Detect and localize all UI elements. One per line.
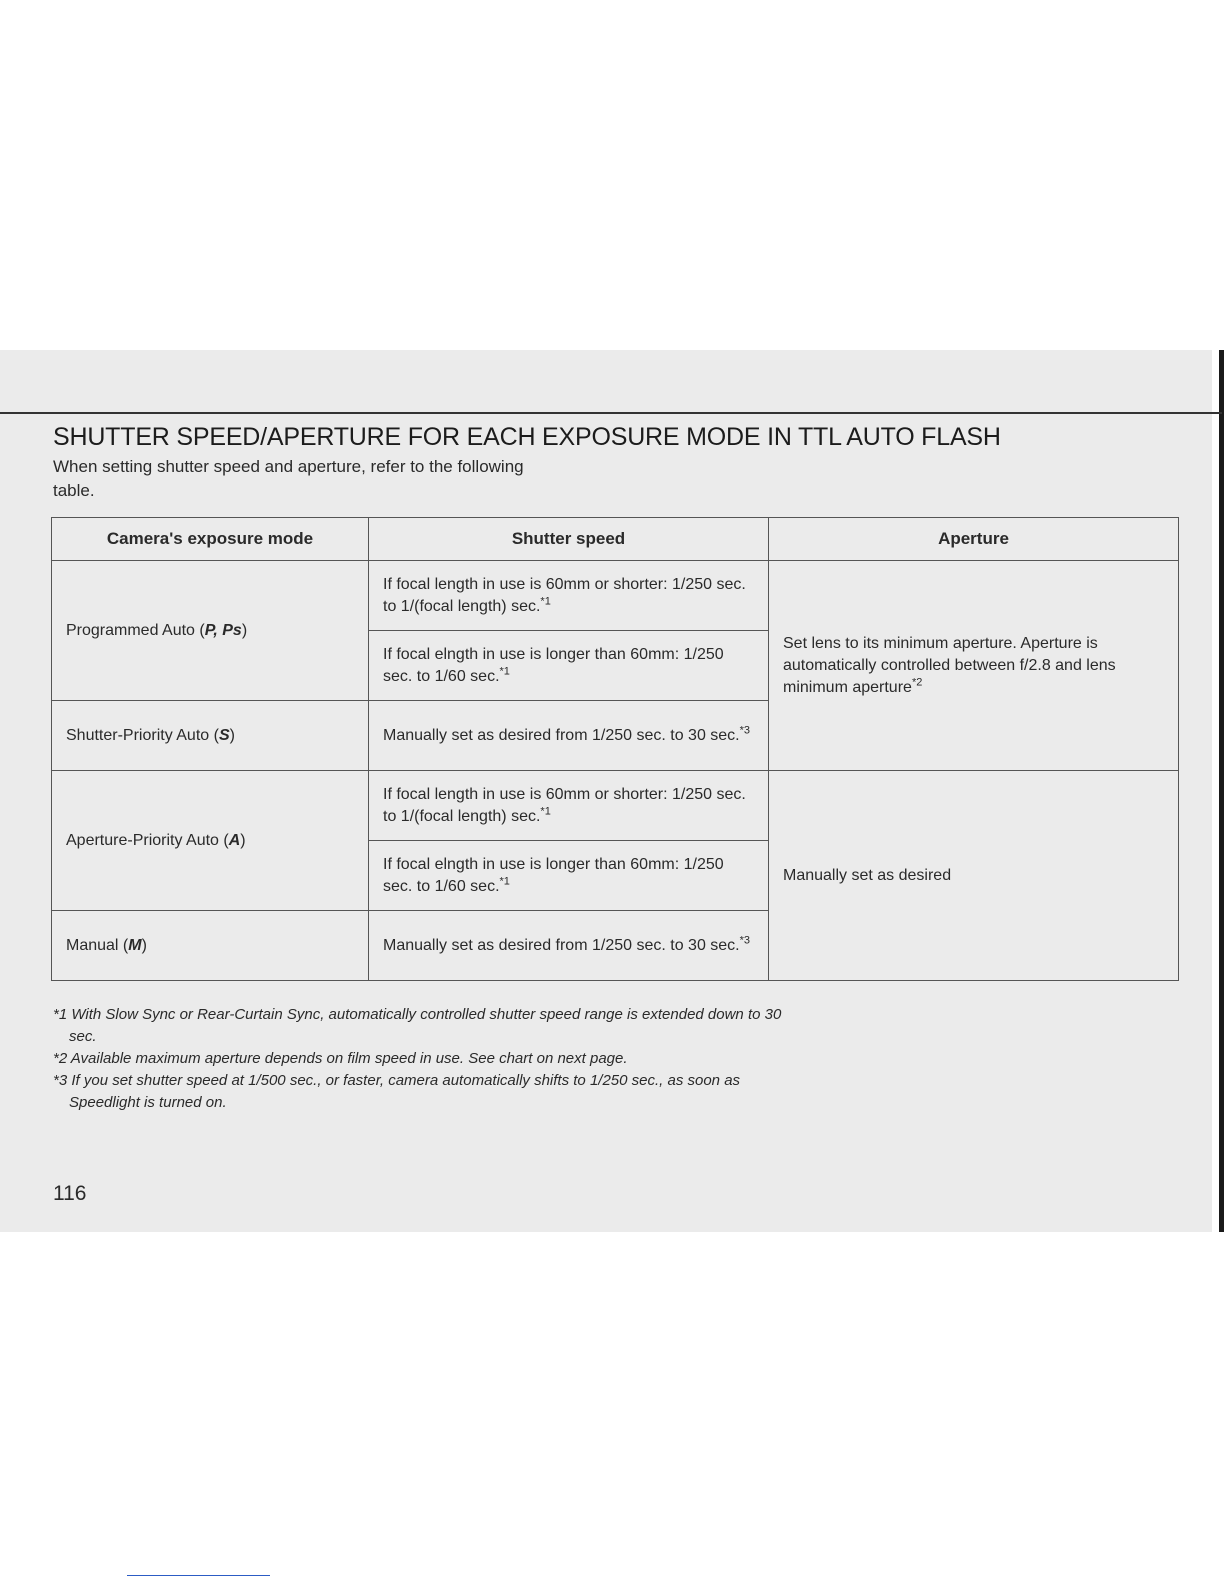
- mode-close: ): [240, 831, 246, 849]
- mode-programmed-auto: [52, 561, 369, 701]
- shutter-text: If focal length in use is 60mm or shorter: 1/250 sec. to 1/(focal length) sec.: [383, 785, 746, 825]
- page-edge-shadow: [1219, 350, 1224, 1232]
- shutter-text: If focal length in use is 60mm or shorter: 1/250 sec. to 1/(focal length) sec.: [383, 575, 746, 615]
- footnote-ref: *1: [499, 875, 510, 888]
- intro-line-1: When setting shutter speed and aperture, refer to the following: [53, 457, 524, 476]
- aperture-text: Set lens to its minimum aperture. Aperture is automatically controlled between f/2.8 and lens minimum aperture: [783, 634, 1116, 696]
- footnote-ref: *3: [739, 724, 751, 737]
- aperture-cell-minimum: [769, 561, 1179, 771]
- mode-label: Manual (: [66, 936, 129, 954]
- table-row: [52, 771, 1179, 841]
- mode-shutter-priority-auto: [52, 701, 369, 771]
- mode-symbol: P, Ps: [204, 621, 242, 639]
- header-shutter-speed: Shutter speed: [369, 518, 769, 561]
- shutter-cell: [369, 631, 769, 701]
- shutter-text: Manually set as desired from 1/250 sec. to 30 sec.: [383, 726, 740, 744]
- footnote-1: *1 With Slow Sync or Rear-Curtain Sync, automatically controlled shutter speed range is extended down to 30 sec.: [53, 1006, 782, 1045]
- footnotes: [53, 1004, 793, 1114]
- shutter-cell: [369, 701, 769, 771]
- link-underline[interactable]: [127, 1575, 270, 1576]
- mode-symbol: M: [128, 936, 142, 954]
- footnote-ref: *1: [540, 595, 551, 608]
- page-title: SHUTTER SPEED/APERTURE FOR EACH EXPOSURE MODE IN TTL AUTO FLASH: [53, 423, 1001, 451]
- mode-manual: [52, 911, 369, 981]
- mode-label: Aperture-Priority Auto (: [66, 831, 229, 849]
- page-number: 116: [53, 1182, 87, 1205]
- mode-symbol: A: [228, 831, 241, 849]
- mode-label: Shutter-Priority Auto (: [66, 726, 219, 744]
- aperture-text: Manually set as desired: [783, 866, 952, 884]
- mode-close: ): [229, 726, 235, 744]
- shutter-text: Manually set as desired from 1/250 sec. to 30 sec.: [383, 936, 740, 954]
- mode-close: ): [241, 621, 248, 639]
- header-rule: [0, 412, 1222, 414]
- footnote-ref: *1: [499, 665, 510, 678]
- footnote-ref: *3: [739, 934, 751, 947]
- shutter-cell: [369, 561, 769, 631]
- footnote-ref: *2: [911, 676, 923, 689]
- table-row: [52, 561, 1179, 631]
- intro-text: [53, 455, 613, 503]
- shutter-cell: [369, 911, 769, 981]
- table-header-row: [52, 518, 1179, 561]
- shutter-cell: [369, 841, 769, 911]
- mode-close: ): [141, 936, 147, 954]
- footnote-ref: *1: [540, 805, 551, 818]
- aperture-cell-manual: [769, 771, 1179, 981]
- header-exposure-mode: Camera's exposure mode: [52, 518, 369, 561]
- mode-label: Programmed Auto (: [66, 621, 205, 639]
- shutter-text: If focal elngth in use is longer than 60mm: 1/250 sec. to 1/60 sec.: [383, 855, 724, 895]
- shutter-text: If focal elngth in use is longer than 60mm: 1/250 sec. to 1/60 sec.: [383, 645, 724, 685]
- header-aperture: Aperture: [769, 518, 1179, 561]
- intro-line-2: table.: [53, 481, 95, 500]
- footnote-2: *2 Available maximum aperture depends on film speed in use. See chart on next page.: [53, 1050, 628, 1067]
- mode-aperture-priority-auto: [52, 771, 369, 911]
- mode-symbol: S: [218, 726, 230, 744]
- shutter-cell: [369, 771, 769, 841]
- exposure-table: [51, 517, 1179, 981]
- footnote-3: *3 If you set shutter speed at 1/500 sec., or faster, camera automatically shifts to 1/250 sec., as soon as Speedlight is turned on.: [53, 1072, 741, 1111]
